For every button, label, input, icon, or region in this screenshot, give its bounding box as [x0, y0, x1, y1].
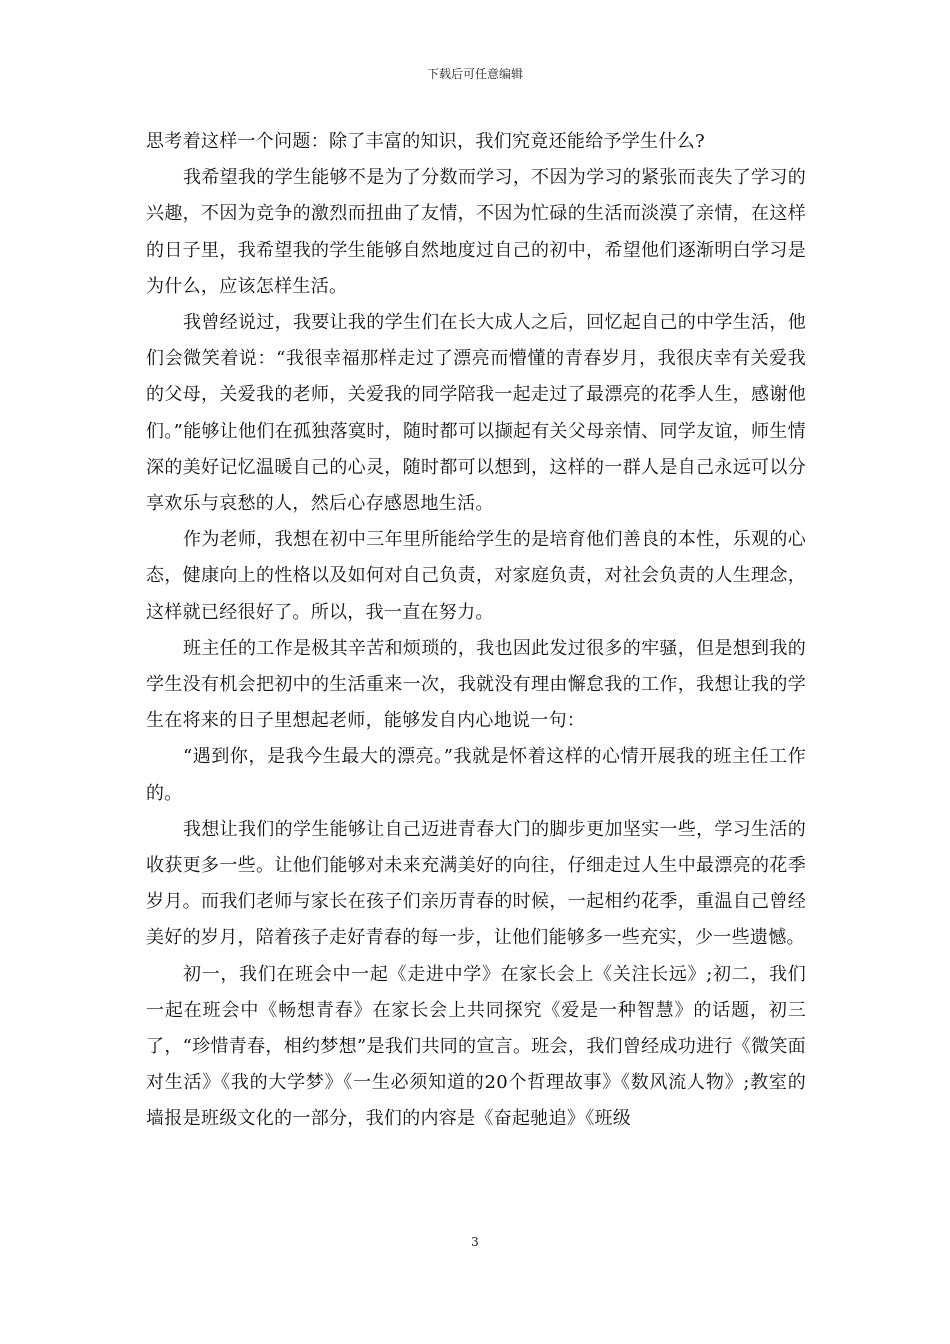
paragraph: 我想让我们的学生能够让自己迈进青春大门的脚步更加坚实一些，学习生活的收获更多一些。让他们能够对未来充满美好的向往，仔细走过人生中最漂亮的花季岁月。而我们老师与家长在孩子们亲历青春的时候，一起相约花季，重温自己曾经美好的岁月，陪着孩子走好青春的每一步，让他们能够多一些充实，少一些遗憾。 [146, 818, 806, 949]
paragraph: 我曾经说过，我要让我的学生们在长大成人之后，回忆起自己的中学生活，他们会微笑着说：“我很幸福那样走过了漂亮而懵懂的青春岁月，我很庆幸有关爱我的父母，关爱我的老师，关爱我的同学陪我一起走过了最漂亮的花季人生，感谢他们。”能够让他们在孤独落寞时，随时都可以撷起有关父母亲情、同学友谊，师生情深的美好记忆温暖自己的心灵，随时都可以想到，这样的一群人是自己永远可以分享欢乐与哀愁的人，然后心存感恩地生活。 [146, 312, 806, 515]
paragraph: 我希望我的学生能够不是为了分数而学习，不因为学习的紧张而丧失了学习的兴趣，不因为竞争的激烈而扭曲了友情，不因为忙碌的生活而淡漠了亲情，在这样的日子里，我希望我的学生能够自然地度过自己的初中，希望他们逐渐明白学习是为什么，应该怎样生活。 [146, 167, 806, 297]
page-header: 下载后可任意编辑 [426, 67, 523, 81]
paragraph: 作为老师，我想在初中三年里所能给学生的是培育他们善良的本性，乐观的心态，健康向上的性格以及如何对自己负责，对家庭负责，对社会负责的人生理念，这样就已经很好了。所以，我一直在努力。 [146, 529, 806, 623]
paragraph-quote: “遇到你，是我今生最大的漂亮。”我就是怀着这样的心情开展我的班主任工作的。 [146, 746, 806, 804]
paragraph: 班主任的工作是极其辛苦和烦琐的，我也因此发过很多的牢骚，但是想到我的学生没有机会把初中的生活重来一次，我就没有理由懈怠我的工作，我想让我的学生在将来的日子里想起老师，能够发自内心地说一句： [146, 637, 806, 732]
paragraph: 初一，我们在班会中一起《走进中学》在家长会上《关注长远》;初二，我们一起在班会中《畅想青春》在家长会上共同探究《爱是一种智慧》的话题，初三了，“珍惜青春，相约梦想”是我们共同的宣言。班会，我们曾经成功进行《微笑面对生活》《我的大学梦》《一生必须知道的20个哲理故事》《数风流人物》;教室的墙报是班级文化的一部分，我们的内容是《奋起驰追》《班级 [146, 963, 806, 1130]
paragraph-continuation: 思考着这样一个问题：除了丰富的知识，我们究竟还能给予学生什么? [146, 131, 705, 152]
page-number: 3 [471, 1235, 479, 1249]
document-body [146, 124, 806, 1138]
